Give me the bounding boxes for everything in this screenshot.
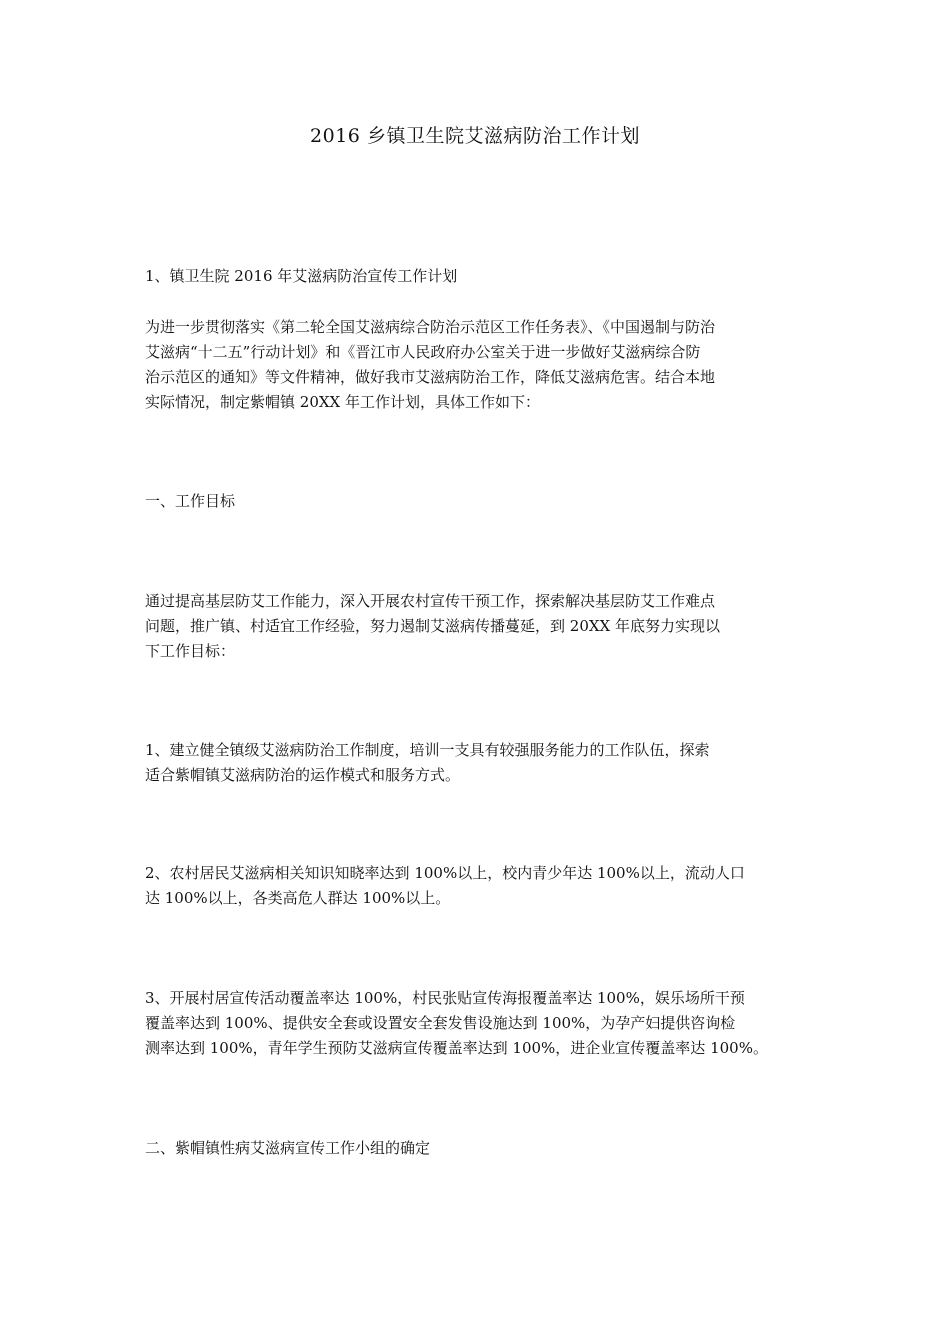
text-line: 实际情况，制定紫帽镇 20XX 年工作计划，具体工作如下： [145, 393, 540, 411]
text-line: 2、农村居民艾滋病相关知识知晓率达到 100%以上，校内青少年达 100%以上，流动人口 [145, 864, 745, 882]
text-line: 测率达到 100%，青年学生预防艾滋病宣传覆盖率达到 100%，进企业宣传覆盖率达 100%。 [145, 1039, 768, 1057]
text-line: 覆盖率达到 100%、提供安全套或设置安全套发售设施达到 100%，为孕产妇提供咨询检 [145, 1014, 736, 1032]
goals-intro-paragraph [145, 589, 815, 664]
text-line: 1、建立健全镇级艾滋病防治工作制度，培训一支具有较强服务能力的工作队伍，探索 [145, 741, 710, 759]
text-line: 3、开展村居宣传活动覆盖率达 100%，村民张贴宣传海报覆盖率达 100%，娱乐场所干预 [145, 989, 745, 1007]
intro-paragraph [145, 315, 815, 415]
text-line: 二、紫帽镇性病艾滋病宣传工作小组的确定 [145, 1139, 431, 1157]
section-heading-plan [145, 264, 815, 289]
text-line: 1、镇卫生院 2016 年艾滋病防治宣传工作计划 [145, 267, 458, 285]
text-line: 达 100%以上，各类高危人群达 100%以上。 [145, 889, 451, 907]
text-line: 艾滋病“十二五”行动计划》和《晋江市人民政府办公室关于进一步做好艾滋病综合防 [145, 343, 701, 361]
text-line: 适合紫帽镇艾滋病防治的运作模式和服务方式。 [145, 766, 461, 784]
goal-item-2 [145, 861, 815, 911]
goal-item-1 [145, 738, 815, 788]
text-line: 一、工作目标 [145, 492, 236, 510]
goal-item-3 [145, 986, 815, 1061]
text-line: 通过提高基层防艾工作能力，深入开展农村宣传干预工作，探索解决基层防艾工作难点 [145, 592, 716, 610]
text-line: 问题，推广镇、村适宜工作经验，努力遏制艾滋病传播蔓延，到 20XX 年底努力实现以 [145, 617, 720, 635]
section-heading-working-group [145, 1136, 815, 1161]
document-title: 2016 乡镇卫生院艾滋病防治工作计划 [310, 125, 640, 147]
text-line: 为进一步贯彻落实《第二轮全国艾滋病综合防治示范区工作任务表》、《中国遏制与防治 [145, 318, 716, 336]
text-line: 治示范区的通知》等文件精神，做好我市艾滋病防治工作，降低艾滋病危害。结合本地 [145, 368, 716, 386]
section-heading-goals [145, 489, 815, 514]
text-line: 下工作目标： [145, 642, 236, 660]
